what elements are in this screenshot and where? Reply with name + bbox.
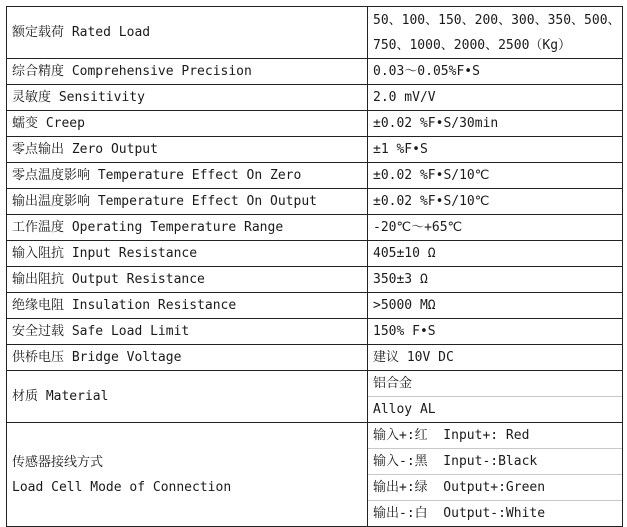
value-material bbox=[368, 371, 623, 423]
value-temp-effect-output: ±0.02 %F•S/10℃ bbox=[368, 189, 623, 215]
label-connection-line-1: 传感器接线方式 bbox=[12, 454, 104, 470]
label-insulation-resistance: 绝缘电阻 Insulation Resistance bbox=[7, 293, 368, 319]
table-row-bridge-voltage bbox=[7, 345, 623, 371]
value-connection-line-4: 输出-:白 Output-:White bbox=[368, 500, 622, 526]
table-row-precision bbox=[7, 59, 623, 85]
table-row-temp-effect-zero bbox=[7, 163, 623, 189]
label-connection bbox=[7, 423, 368, 527]
table-row-sensitivity bbox=[7, 85, 623, 111]
table-row-input-resistance bbox=[7, 241, 623, 267]
value-material-line-2: Alloy AL bbox=[368, 396, 622, 422]
label-connection-line-2: Load Cell Mode of Connection bbox=[12, 479, 232, 495]
table-row-zero-output bbox=[7, 137, 623, 163]
value-temp-effect-zero: ±0.02 %F•S/10℃ bbox=[368, 163, 623, 189]
label-temp-effect-output: 输出温度影响 Temperature Effect On Output bbox=[7, 189, 368, 215]
table-row-insulation-resistance bbox=[7, 293, 623, 319]
label-operating-temp: 工作温度 Operating Temperature Range bbox=[7, 215, 368, 241]
label-sensitivity: 灵敏度 Sensitivity bbox=[7, 85, 368, 111]
table-row-operating-temp bbox=[7, 215, 623, 241]
value-zero-output: ±1 %F•S bbox=[368, 137, 623, 163]
label-zero-output: 零点输出 Zero Output bbox=[7, 137, 368, 163]
value-operating-temp: -20℃～+65℃ bbox=[368, 215, 623, 241]
value-sensitivity: 2.0 mV/V bbox=[368, 85, 623, 111]
value-connection bbox=[368, 423, 623, 527]
value-connection-line-2: 输入-:黑 Input-:Black bbox=[368, 448, 622, 474]
value-input-resistance: 405±10 Ω bbox=[368, 241, 623, 267]
value-connection-line-1: 输入+:红 Input+: Red bbox=[373, 428, 530, 443]
label-output-resistance: 输出阻抗 Output Resistance bbox=[7, 267, 368, 293]
value-safe-load: 150% F•S bbox=[368, 319, 623, 345]
value-output-resistance: 350±3 Ω bbox=[368, 267, 623, 293]
label-temp-effect-zero: 零点温度影响 Temperature Effect On Zero bbox=[7, 163, 368, 189]
label-precision: 综合精度 Comprehensive Precision bbox=[7, 59, 368, 85]
label-input-resistance: 输入阻抗 Input Resistance bbox=[7, 241, 368, 267]
table-row-material bbox=[7, 371, 623, 423]
value-rated-load-line-1: 50、100、150、200、300、350、500、 bbox=[373, 12, 621, 28]
label-material: 材质 Material bbox=[7, 371, 368, 423]
table-row-output-resistance bbox=[7, 267, 623, 293]
spec-table bbox=[6, 6, 623, 527]
table-row-creep bbox=[7, 111, 623, 137]
label-rated-load: 额定载荷 Rated Load bbox=[7, 7, 368, 59]
label-creep: 蠕变 Creep bbox=[7, 111, 368, 137]
value-creep: ±0.02 %F•S/30min bbox=[368, 111, 623, 137]
value-rated-load-line-2: 750、1000、2000、2500（Kg） bbox=[373, 37, 572, 53]
value-material-line-1: 铝合金 bbox=[373, 376, 413, 391]
label-bridge-voltage: 供桥电压 Bridge Voltage bbox=[7, 345, 368, 371]
table-row-connection bbox=[7, 423, 623, 527]
table-row-temp-effect-output bbox=[7, 189, 623, 215]
table-row-safe-load bbox=[7, 319, 623, 345]
value-rated-load bbox=[368, 7, 623, 59]
table-row-rated-load bbox=[7, 7, 623, 59]
label-safe-load: 安全过载 Safe Load Limit bbox=[7, 319, 368, 345]
value-bridge-voltage: 建议 10V DC bbox=[368, 345, 623, 371]
value-precision: 0.03～0.05%F•S bbox=[368, 59, 623, 85]
value-insulation-resistance: >5000 MΩ bbox=[368, 293, 623, 319]
value-connection-line-3: 输出+:绿 Output+:Green bbox=[368, 474, 622, 500]
